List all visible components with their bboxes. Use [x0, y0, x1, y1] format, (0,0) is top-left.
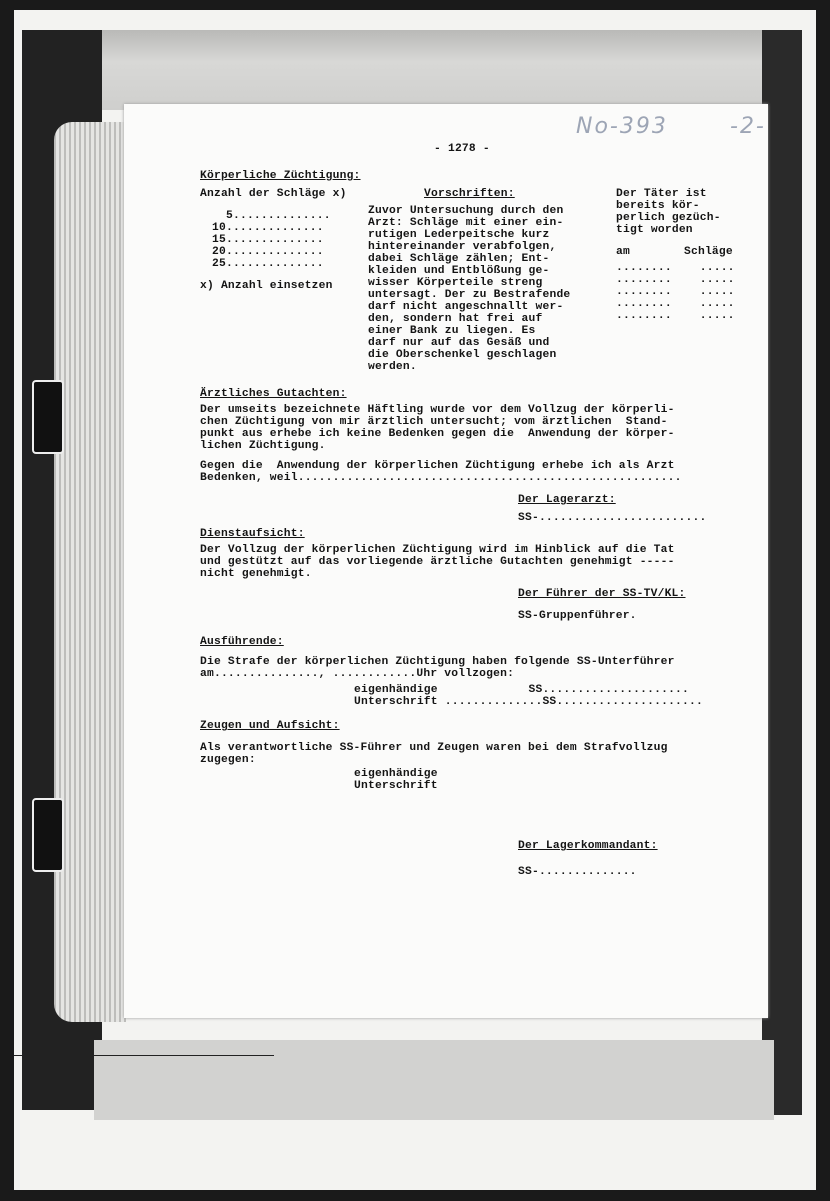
offender-line: bereits kör-	[616, 200, 700, 212]
handwritten-reference: No-393	[576, 114, 668, 139]
offender-col-strokes: Schläge	[684, 246, 733, 258]
count-15: 15..............	[212, 234, 324, 246]
rule-line: einer Bank zu liegen. Es	[368, 325, 536, 337]
commandant-signature-line: SS-..............	[518, 866, 637, 878]
executing-signature-2: Unterschrift ..............SS.....................	[354, 696, 703, 708]
camp-doctor-signature-line: SS-........................	[518, 512, 707, 524]
objection-line: Bedenken, weil.......................................................	[200, 472, 682, 484]
rule-line: rutigen Lederpeitsche kurz	[368, 229, 550, 241]
heading-medical-opinion: Ärztliches Gutachten:	[200, 388, 347, 400]
handwritten-sheet-number: -2-	[730, 114, 766, 139]
count-label: Anzahl der Schläge x)	[200, 188, 347, 200]
service-line: und gestützt auf das vorliegende ärztliche Gutachten genehmigt -----	[200, 556, 675, 568]
rule-line: Arzt: Schläge mit einer ein-	[368, 217, 564, 229]
rule-line: Zuvor Untersuchung durch den	[368, 205, 564, 217]
count-10: 10..............	[212, 222, 324, 234]
rule-line: untersagt. Der zu Bestrafende	[368, 289, 571, 301]
count-20: 20..............	[212, 246, 324, 258]
offender-col-am: am	[616, 246, 630, 258]
offender-row: ........ .....	[616, 310, 735, 322]
count-footnote: x) Anzahl einsetzen	[200, 280, 333, 292]
leader-rank: SS-Gruppenführer.	[518, 610, 637, 622]
rule-line: wisser Körperteile streng	[368, 277, 543, 289]
binding-clip-top	[32, 380, 64, 454]
heading-regulations: Vorschriften:	[424, 188, 515, 200]
offender-row: ........ .....	[616, 262, 735, 274]
witness-line: Als verantwortliche SS-Führer und Zeugen waren bei dem Strafvollzug	[200, 742, 668, 754]
heading-service-supervision: Dienstaufsicht:	[200, 528, 305, 540]
executing-line: am..............., ............Uhr vollzogen:	[200, 668, 515, 680]
witness-signature-1: eigenhändige	[354, 768, 438, 780]
leader-title: Der Führer der SS-TV/KL:	[518, 588, 686, 600]
medical-line: chen Züchtigung von mir ärztlich untersucht; vom ärztlichen Stand-	[200, 416, 668, 428]
page-stack	[54, 122, 126, 1022]
count-5: 5..............	[226, 210, 331, 222]
camp-doctor-title: Der Lagerarzt:	[518, 494, 616, 506]
divider-line	[14, 1055, 274, 1056]
offender-row: ........ .....	[616, 298, 735, 310]
rule-line: kleiden und Entblößung ge-	[368, 265, 550, 277]
heading-executing: Ausführende:	[200, 636, 284, 648]
rule-line: darf nicht angeschnallt wer-	[368, 301, 564, 313]
service-line: nicht genehmigt.	[200, 568, 312, 580]
photograph-frame	[14, 10, 816, 1190]
offender-line: tigt worden	[616, 224, 693, 236]
book-top-edge	[100, 30, 770, 110]
binding-clip-bottom	[32, 798, 64, 872]
offender-line: perlich gezüch-	[616, 212, 721, 224]
service-line: Der Vollzug der körperlichen Züchtigung wird im Hinblick auf die Tat	[200, 544, 675, 556]
executing-line: Die Strafe der körperlichen Züchtigung haben folgende SS-Unterführer	[200, 656, 675, 668]
offender-row: ........ .....	[616, 286, 735, 298]
rule-line: hintereinander verabfolgen,	[368, 241, 557, 253]
offender-line: Der Täter ist	[616, 188, 707, 200]
rule-line: darf nur auf das Gesäß und	[368, 337, 550, 349]
document-page	[124, 104, 768, 1018]
right-shadow	[762, 30, 802, 1115]
executing-signature-1: eigenhändige SS.....................	[354, 684, 690, 696]
heading-corporal-punishment: Körperliche Züchtigung:	[200, 170, 361, 182]
page-number: - 1278 -	[434, 143, 490, 155]
book-bottom-edge	[94, 1040, 774, 1120]
rule-line: den, sondern hat frei auf	[368, 313, 543, 325]
medical-line: Der umseits bezeichnete Häftling wurde vor dem Vollzug der körperli-	[200, 404, 675, 416]
medical-line: lichen Züchtigung.	[200, 440, 326, 452]
medical-line: punkt aus erhebe ich keine Bedenken gegen die Anwendung der körper-	[200, 428, 675, 440]
rule-line: die Oberschenkel geschlagen	[368, 349, 557, 361]
rule-line: dabei Schläge zählen; Ent-	[368, 253, 550, 265]
objection-line: Gegen die Anwendung der körperlichen Züchtigung erhebe ich als Arzt	[200, 460, 675, 472]
rule-line: werden.	[368, 361, 417, 373]
witness-line: zugegen:	[200, 754, 256, 766]
offender-row: ........ .....	[616, 274, 735, 286]
count-25: 25..............	[212, 258, 324, 270]
heading-witnesses: Zeugen und Aufsicht:	[200, 720, 340, 732]
witness-signature-2: Unterschrift	[354, 780, 438, 792]
commandant-title: Der Lagerkommandant:	[518, 840, 658, 852]
